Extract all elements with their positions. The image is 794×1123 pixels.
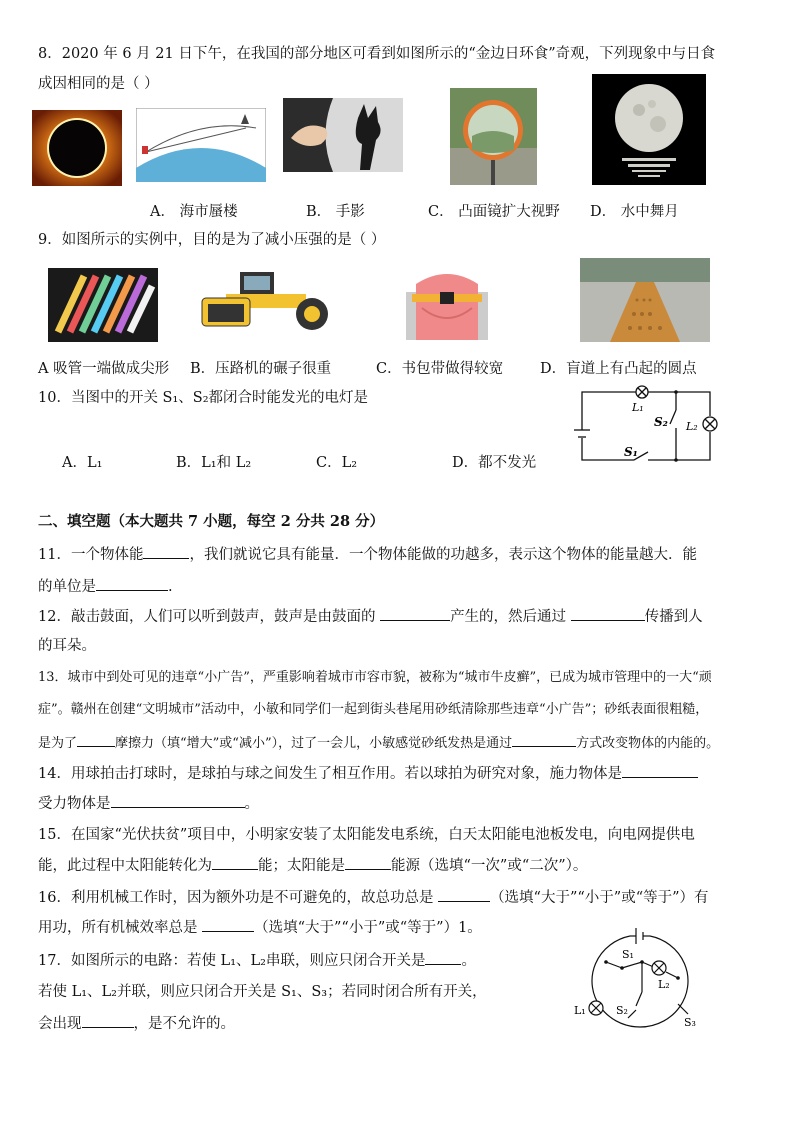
- q10-option-a: A．L₁: [62, 455, 103, 471]
- q16-line1: [38, 887, 709, 908]
- q13-blank-2[interactable]: [512, 732, 576, 747]
- q17-label-s3: S₃: [684, 1016, 696, 1029]
- q11-blank-2[interactable]: [96, 576, 168, 591]
- q11-line1: [38, 544, 697, 565]
- q9-option-a: A 吸管一端做成尖形: [38, 361, 170, 377]
- q14-text-c: 。: [244, 796, 259, 812]
- q16-text-c: 用功，所有机械效率总是: [38, 920, 203, 936]
- q17-label-s1: S₁: [622, 948, 634, 961]
- q12-text-a: 12．敲击鼓面，人们可以听到鼓声，鼓声是由鼓面的: [38, 609, 381, 625]
- convex-mirror-image: [450, 88, 537, 185]
- q9-option-c: C．书包带做得较宽: [376, 361, 504, 377]
- q15-line1: 15．在国家“光伏扶贫”项目中，小明家安装了太阳能发电系统，白天太阳能电池板发电，向电网提供电: [38, 827, 695, 843]
- q13-text-b: 摩擦力（填“增大”或“减小”），过了一会儿，小敏感觉砂纸发热是通过: [115, 736, 513, 751]
- q17-line3: [38, 1013, 235, 1034]
- q15-line2: [38, 855, 587, 876]
- q13-text-a: 是为了: [38, 736, 78, 751]
- q11-text-d: .: [168, 579, 173, 595]
- q17-blank-1[interactable]: [425, 950, 461, 965]
- q12-text-b: 产生的，然后通过: [450, 609, 571, 625]
- q12-blank-2[interactable]: [571, 606, 645, 621]
- q12-text-c: 传播到人: [644, 609, 703, 625]
- q8-line1: 8．2020 年 6 月 21 日下午，在我国的部分地区可看到如图所示的“金边日环食”奇观，下列现象中与日食: [38, 46, 716, 62]
- section-2-heading: 二、填空题（本大题共 7 小题，每空 2 分共 28 分）: [38, 513, 385, 530]
- q14-line2: [38, 793, 259, 814]
- q13-blank-1[interactable]: [77, 732, 115, 747]
- q10-label-s1: S₁: [624, 445, 638, 459]
- q11-text-a: 11．一个物体能: [38, 547, 144, 563]
- q10-label-l1: L₁: [632, 401, 644, 414]
- q17-text-a: 17．如图所示的电路：若使 L₁、L₂串联，则应只闭合开关是: [38, 953, 426, 969]
- q11-text-b: ，我们就说它具有能量．一个物体能做的功越多，表示这个物体的能量越大．能: [189, 547, 697, 563]
- q10-line1: 10．当图中的开关 S₁、S₂都闭合时能发光的电灯是: [38, 390, 369, 406]
- q17-label-s2: S₂: [616, 1004, 628, 1017]
- straws-image: [48, 268, 158, 342]
- q12-blank-1[interactable]: [380, 606, 450, 621]
- q8-option-a: A． 海市蜃楼: [150, 204, 238, 220]
- tactile-paving-image: [580, 258, 710, 342]
- q11-text-c: 的单位是: [38, 579, 96, 595]
- q14-text-a: 14．用球拍击打球时，是球拍与球之间发生了相互作用。若以球拍为研究对象，施力物体是: [38, 766, 622, 782]
- q8-option-c: C． 凸面镜扩大视野: [428, 204, 560, 220]
- moon-reflection-image: [592, 74, 706, 185]
- q8-option-d: D． 水中舞月: [590, 204, 679, 220]
- q12-line2: 的耳朵。: [38, 638, 96, 654]
- q13-line3: [38, 732, 719, 754]
- q14-blank-1[interactable]: [622, 763, 698, 778]
- q16-text-d: （选填“大于”“小于”或“等于”）1。: [254, 920, 482, 936]
- q11-blank-1[interactable]: [143, 544, 189, 559]
- q9-option-d: D．盲道上有凸起的圆点: [540, 361, 697, 377]
- q13-line1: 13．城市中到处可见的违章“小广告”，严重影响着城市市容市貌，被称为“城市牛皮癣”，已成为城市管理中的一大“顽: [38, 670, 712, 685]
- mirage-image: [136, 108, 266, 182]
- q15-text-b: 能；太阳能是: [258, 858, 345, 874]
- q17-text-d: 会出现: [38, 1016, 82, 1032]
- eclipse-image: [32, 110, 122, 186]
- q12-line1: [38, 606, 703, 627]
- q14-blank-2[interactable]: [111, 793, 245, 808]
- q15-blank-1[interactable]: [212, 855, 258, 870]
- q17-circuit-diagram: [570, 922, 720, 1034]
- q16-blank-2[interactable]: [202, 917, 254, 932]
- q16-blank-1[interactable]: [438, 887, 490, 902]
- hand-shadow-image: [283, 98, 403, 172]
- q17-text-e: ，是不允许的。: [133, 1016, 235, 1032]
- q14-text-b: 受力物体是: [38, 796, 111, 812]
- q11-line2: [38, 576, 173, 597]
- q15-text-c: 能源（选填“一次”或“二次”）。: [391, 858, 588, 874]
- q16-text-a: 16．利用机械工作时，因为额外功是不可避免的，故总功总是: [38, 890, 439, 906]
- q17-blank-2[interactable]: [82, 1013, 134, 1028]
- q13-text-c: 方式改变物体的内能的。: [576, 736, 720, 751]
- road-roller-image: [196, 268, 346, 332]
- q9-option-b: B．压路机的碾子很重: [190, 361, 332, 377]
- q9-line1: 9．如图所示的实例中，目的是为了减小压强的是（ ）: [38, 232, 386, 248]
- q10-option-d: D．都不发光: [452, 455, 537, 471]
- q8-option-b: B． 手影: [306, 204, 365, 220]
- q10-label-l2: L₂: [686, 420, 698, 433]
- q15-blank-2[interactable]: [345, 855, 391, 870]
- q10-option-c: C．L₂: [316, 455, 358, 471]
- q17-line2: 若使 L₁、L₂并联，则应只闭合开关是 S₁、S₃；若同时闭合所有开关，: [38, 984, 487, 1000]
- q16-line2: [38, 917, 482, 938]
- q17-label-l1: L₁: [574, 1004, 586, 1017]
- q10-circuit-diagram: [570, 380, 720, 470]
- q16-text-b: （选填“大于”“小于”或“等于”）有: [490, 890, 709, 906]
- q13-line2: 症”。赣州在创建“文明城市”活动中，小敏和同学们一起到街头巷尾用砂纸清除那些违章“小广告”；砂纸表面很粗糙，: [38, 702, 709, 717]
- q17-line1: [38, 950, 476, 971]
- q10-option-b: B．L₁和 L₂: [176, 455, 252, 471]
- q8-line2: 成因相同的是（ ）: [38, 76, 159, 92]
- q15-text-a: 能，此过程中太阳能转化为: [38, 858, 212, 874]
- backpack-image: [402, 264, 492, 344]
- q10-label-s2: S₂: [654, 415, 668, 429]
- q14-line1: [38, 763, 698, 784]
- q17-label-l2: L₂: [658, 978, 670, 991]
- q17-text-b: 。: [461, 953, 476, 969]
